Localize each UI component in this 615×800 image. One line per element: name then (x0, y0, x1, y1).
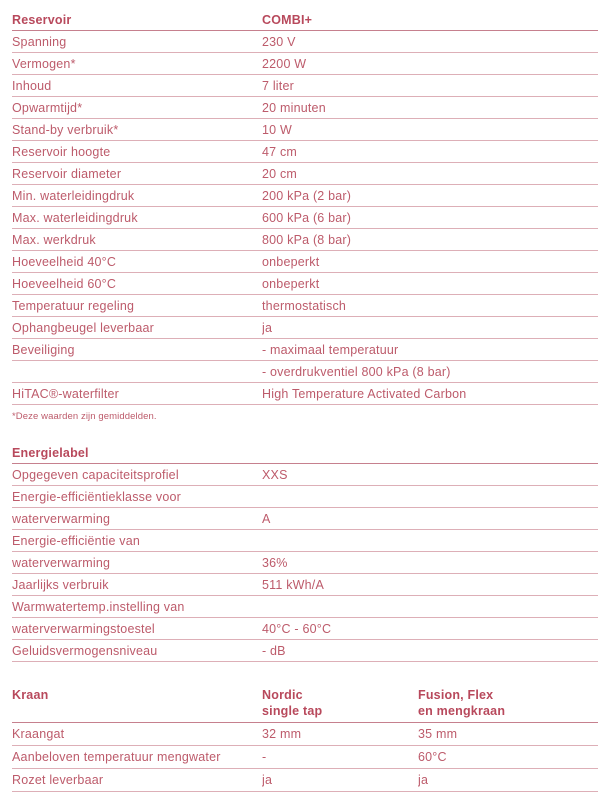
table-row (12, 552, 598, 574)
table-body (12, 723, 598, 792)
row-value: - overdrukventiel 800 kPa (8 bar) (262, 364, 451, 379)
row-label: Opwarmtijd* (12, 100, 83, 115)
row-value: 800 kPa (8 bar) (262, 232, 352, 247)
table-row (12, 207, 598, 229)
row-value: - dB (262, 643, 286, 658)
row-label: Jaarlijks verbruik (12, 577, 109, 592)
table-row (12, 317, 598, 339)
table-body (12, 464, 598, 662)
row-label: Rozet leverbaar (12, 773, 104, 787)
row-value: 10 W (262, 122, 292, 137)
row-value: 35 mm (418, 727, 458, 741)
table-row (12, 119, 598, 141)
row-label: waterverwarmingstoestel (12, 621, 155, 636)
row-value: 47 cm (262, 144, 298, 159)
row-label: Spanning (12, 34, 67, 49)
table-row (12, 508, 598, 530)
row-label: Vermogen* (12, 56, 76, 71)
row-value: 2200 W (262, 56, 307, 71)
row-value: 40°C - 60°C (262, 621, 332, 636)
row-value: 511 kWh/A (262, 577, 325, 592)
table-row (12, 769, 598, 792)
row-value: 20 cm (262, 166, 298, 181)
spec-table-energielabel (12, 442, 598, 662)
table-row (12, 185, 598, 207)
column-header: Nordic single tap (262, 688, 323, 718)
table-row (12, 75, 598, 97)
row-value: - (262, 750, 267, 764)
row-label: Ophangbeugel leverbaar (12, 320, 155, 335)
column-header: Fusion, Flex en mengkraan (418, 688, 506, 718)
row-value: ja (262, 320, 273, 335)
row-label: HiTAC®-waterfilter (12, 386, 120, 401)
table-row (12, 361, 598, 383)
table-row (12, 251, 598, 273)
row-label: Stand-by verbruik* (12, 122, 119, 137)
table-row (12, 464, 598, 486)
row-label: Warmwatertemp.instelling van (12, 599, 185, 614)
table-row (12, 486, 598, 508)
table-row (12, 640, 598, 662)
row-label: Min. waterleidingdruk (12, 188, 135, 203)
table-row (12, 295, 598, 317)
row-value: ja (262, 773, 273, 787)
table-row (12, 574, 598, 596)
row-label: Temperatuur regeling (12, 298, 135, 313)
row-value: 36% (262, 555, 288, 570)
row-value: onbeperkt (262, 254, 320, 269)
row-value: 230 V (262, 34, 296, 49)
row-label: Energie-efficiëntieklasse voor (12, 489, 182, 504)
row-value: 200 kPa (2 bar) (262, 188, 352, 203)
table-row (12, 746, 598, 769)
row-label: Aanbeloven temperatuur mengwater (12, 750, 221, 764)
row-label: Beveiliging (12, 342, 75, 357)
table-title: Kraan (12, 688, 49, 702)
table-header-row (12, 442, 598, 464)
table-row (12, 229, 598, 251)
table-header-row (12, 683, 598, 723)
row-value: - maximaal temperatuur (262, 342, 399, 357)
row-value: ja (418, 773, 429, 787)
row-label: Kraangat (12, 727, 65, 741)
row-value: High Temperature Activated Carbon (262, 386, 467, 401)
row-label: Opgegeven capaciteitsprofiel (12, 467, 179, 482)
row-label: Max. waterleidingdruk (12, 210, 138, 225)
row-label: Inhoud (12, 78, 52, 93)
row-label: Hoeveelheid 40°C (12, 254, 117, 269)
row-label: Energie-efficiëntie van (12, 533, 141, 548)
table-row (12, 618, 598, 640)
row-value: 32 mm (262, 727, 302, 741)
table-row (12, 163, 598, 185)
row-value: 60°C (418, 750, 447, 764)
table-row (12, 97, 598, 119)
table-title: Reservoir (12, 12, 72, 27)
row-value: XXS (262, 467, 288, 482)
table-row (12, 339, 598, 361)
row-label: Hoeveelheid 60°C (12, 276, 117, 291)
row-label: waterverwarming (12, 555, 111, 570)
row-value: A (262, 511, 271, 526)
row-label: Geluidsvermogensniveau (12, 643, 158, 658)
spec-table-reservoir (12, 9, 598, 422)
row-label: Reservoir diameter (12, 166, 122, 181)
table-row (12, 141, 598, 163)
column-header: COMBI+ (262, 12, 313, 27)
footnote: *Deze waarden zijn gemiddelden. (12, 411, 157, 422)
spec-table-kraan (12, 683, 598, 792)
table-header-row (12, 9, 598, 31)
table-row (12, 723, 598, 746)
table-row (12, 31, 598, 53)
row-label: Max. werkdruk (12, 232, 96, 247)
row-label: waterverwarming (12, 511, 111, 526)
row-value: 600 kPa (6 bar) (262, 210, 352, 225)
table-row (12, 53, 598, 75)
table-row (12, 530, 598, 552)
table-body (12, 31, 598, 405)
row-value: 7 liter (262, 78, 294, 93)
table-row (12, 273, 598, 295)
row-label: Reservoir hoogte (12, 144, 111, 159)
table-row (12, 383, 598, 405)
table-row (12, 596, 598, 618)
row-value: onbeperkt (262, 276, 320, 291)
row-value: thermostatisch (262, 298, 347, 313)
row-value: 20 minuten (262, 100, 326, 115)
table-title: Energielabel (12, 445, 89, 460)
